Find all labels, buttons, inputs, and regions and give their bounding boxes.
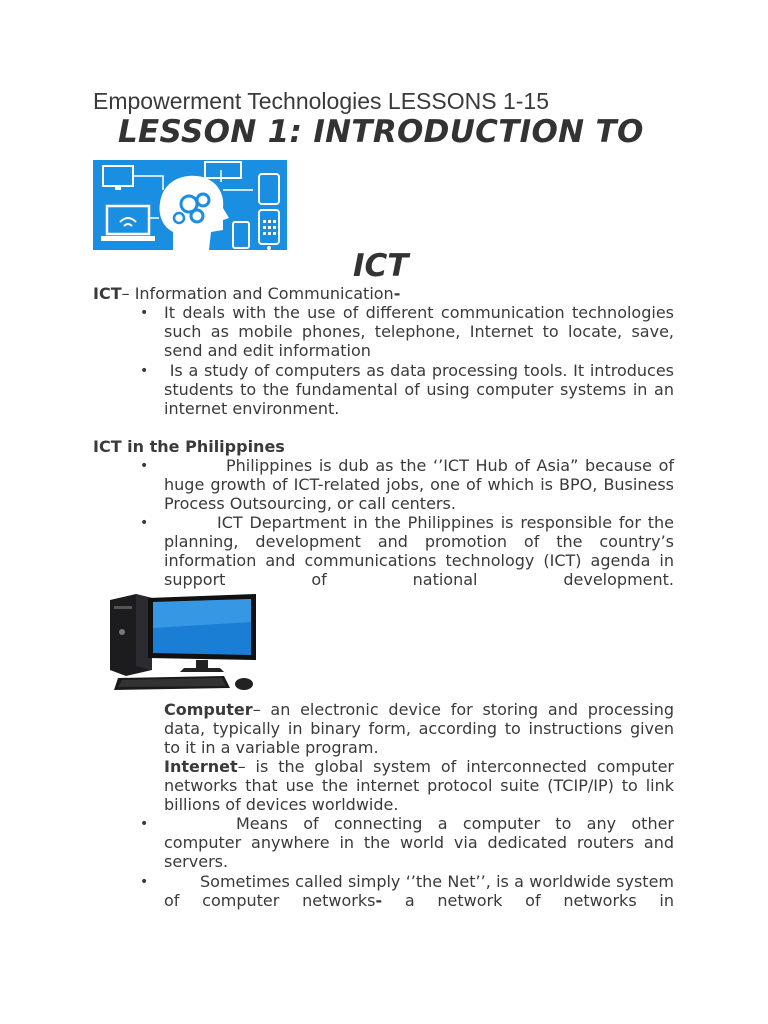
internet-definition-text: – is the global system of interconnected computer networks that use the internet protocol suite (TCIP/IP) to link billions of devices worldwide.	[164, 757, 674, 814]
internet-bullet-2-text: Sometimes called simply ‘’the Net’’, is a worldwide system of computer networks	[164, 872, 674, 910]
ict-definition-dash: -	[393, 284, 401, 303]
bullet-icon: •	[140, 458, 149, 474]
internet-bullet-1: Means of connecting a computer to any other computer anywhere in the world via dedicated routers and servers.	[164, 814, 674, 871]
philippines-bullet-1: Philippines is dub as the ‘’ICT Hub of Asia” because of huge growth of ICT-related jobs, one of which is BPO, Business Process Outsourcing, or call centers.	[164, 456, 674, 513]
philippines-bullet-2: ICT Department in the Philippines is responsible for the planning, development and promotion of the country’s information and communications technology (ICT) agenda in support of national development.	[164, 513, 674, 589]
lesson-title-continued: ICT	[353, 248, 409, 284]
bullet-icon: •	[140, 816, 149, 832]
internet-bullet-2-tail: a network of networks in	[382, 891, 675, 910]
ict-term: ICT	[93, 284, 122, 303]
ict-bullet-2: Is a study of computers as data processing tools. It introduces students to the fundamental of using computer systems in an internet environment.	[164, 361, 680, 418]
ict-bullet-1: It deals with the use of different communication technologies such as mobile phones, telephone, Internet to locate, save, send and edit information	[164, 303, 674, 360]
desktop-computer-illustration	[106, 592, 260, 694]
internet-definition	[164, 757, 674, 814]
section-heading: ICT in the Philippines	[93, 437, 285, 456]
internet-bullet-2	[164, 872, 674, 910]
computer-term: Computer	[164, 700, 253, 719]
bullet-icon: •	[140, 363, 149, 379]
lesson-title: LESSON 1: INTRODUCTION TO	[118, 114, 644, 150]
computer-definition-text: – an electronic device for storing and processing data, typically in binary form, according to instructions given to it in a variable program.	[164, 700, 674, 757]
internet-term: Internet	[164, 757, 238, 776]
bullet-icon: •	[140, 305, 149, 321]
ict-illustration	[93, 160, 287, 250]
ict-definition	[93, 284, 400, 303]
internet-bullet-2-dash: -	[375, 891, 383, 910]
ict-definition-text: – Information and Communication	[121, 284, 394, 303]
computer-definition	[164, 700, 674, 757]
bullet-icon: •	[140, 515, 149, 531]
bullet-icon: •	[140, 874, 149, 890]
document-title: Empowerment Technologies LESSONS 1-15	[93, 88, 549, 114]
